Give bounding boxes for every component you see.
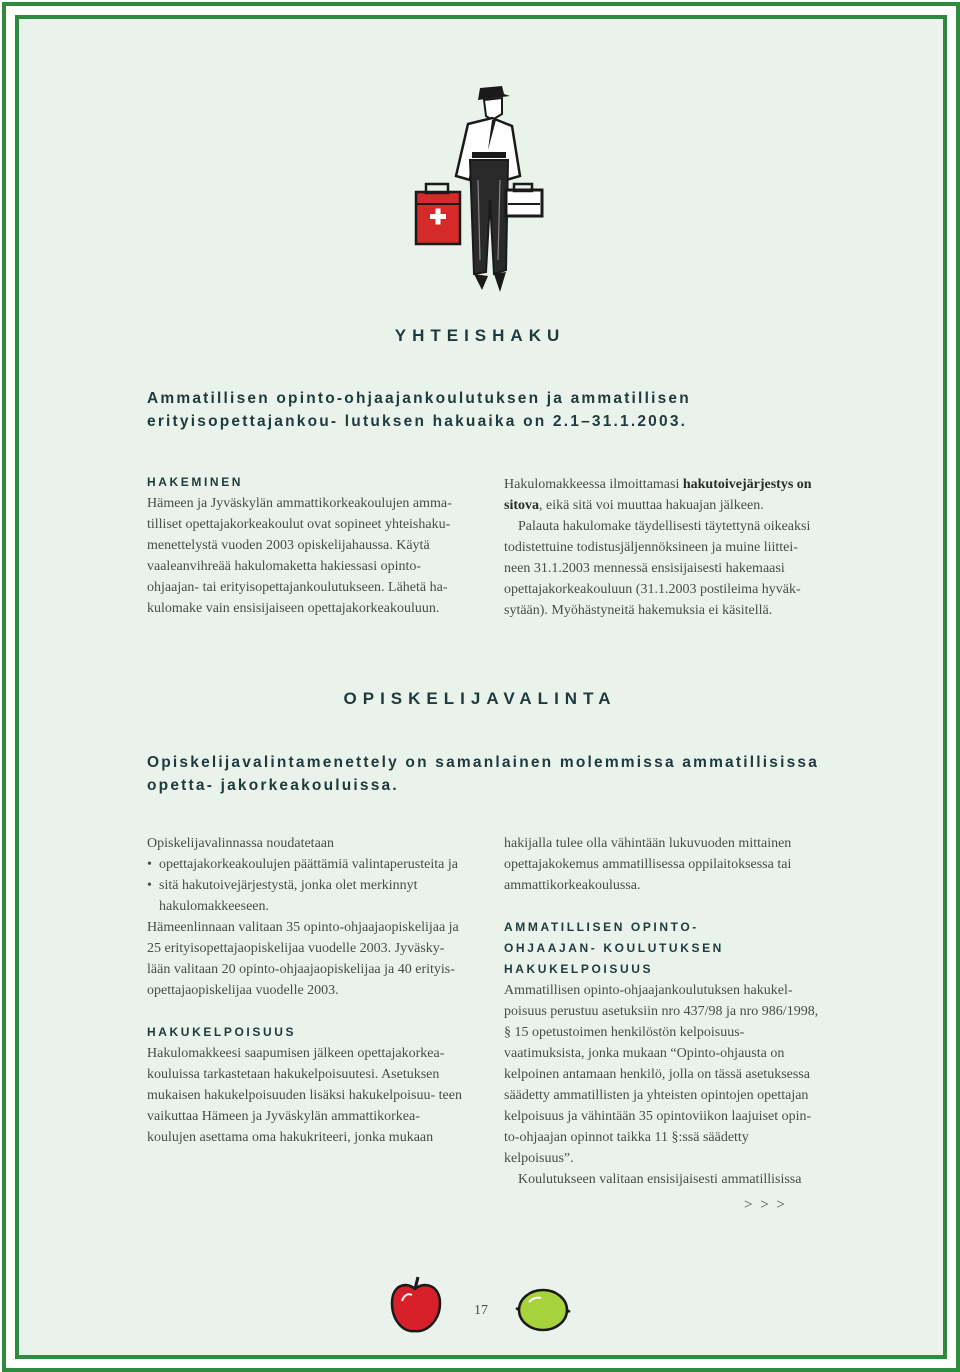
- list-item-text: opettajakorkeakoulujen päättämiä valintaperusteita ja: [159, 857, 458, 872]
- section-hakeminen: [147, 472, 467, 619]
- paragraph-palauta: Palauta hakulomake täydellisesti täytettynä oikeaksi todistettuine todistusjäljennöksineen ja muine liittei- neen 31.1.2003 mennessä ensisijaisesti hakemaasi opettajakorkeakouluun (31.1.2003 postileima hyväk- sytään). Myöhästyneitä hakemuksia ei käsitellä.: [504, 519, 811, 618]
- text-hakutoive-pre: Hakulomakkeessa ilmoittamasi: [504, 477, 683, 492]
- title-yhteishaku: YHTEISHAKU: [394, 326, 566, 345]
- paragraph-hakutoive: [504, 474, 819, 516]
- paragraph-hakijalla: hakijalla tulee olla vähintään lukuvuoden mittainen opettajakokemus ammatillisessa oppilaitoksessa tai ammattikorkeakoulussa.: [504, 836, 792, 893]
- paragraph-koulutukseen: Koulutukseen valitaan ensisijaisesti ammatillisissa: [518, 1172, 802, 1187]
- section-valinta-right: [504, 833, 819, 1190]
- text-ammatillisen-hakukelpoisuus: Ammatillisen opinto-ohjaajankoulutuksen hakukel- poisuus perustuu asetuksiin nro 437/98 ja nro 986/1998, § 15 opetustoimen henkilöstön kelpoisuus- vaatimuksista, jonka mukaan “Opinto-ohjausta on kelpoinen antamaan henkilö, jolla on tässä asetuksessa säädetty ammatillisten ja yhteisten opintojen opettajan kelpoisuus ja vähintään 35 opintoviikon laajuiset opin- to-ohjaajan opinnot taikka 11 §:ssä säädetty kelpoisuus”.: [504, 983, 819, 1166]
- illustration-traveler-with-first-aid-case: [410, 80, 560, 305]
- bullet-icon: •: [147, 857, 152, 872]
- list-item-text: sitä hakutoivejärjestystä, jonka olet merkinnyt hakulomakkeeseen.: [159, 878, 418, 914]
- heading-hakukelpoisuus: HAKUKELPOISUUS: [147, 1025, 297, 1039]
- lead-opiskelijavalinta: Opiskelijavalintamenettely on samanlainen molemmissa ammatillisissa opetta- jakorkeakouluissa.: [147, 754, 820, 794]
- continue-marker: > > >: [744, 1197, 787, 1213]
- intro-lead: Ammatillisen opinto-ohjaajankoulutuksen ja ammatillisen erityisopettajankou- lutuksen hakuaika on 2.1–31.1.2003.: [147, 390, 691, 430]
- text-hakutoive-post: , eikä sitä voi muuttaa hakuajan jälkeen.: [539, 498, 764, 513]
- section-hakutoive: [504, 474, 819, 621]
- heading-ammatillisen-hakukelpoisuus: AMMATILLISEN OPINTO-OHJAAJAN- KOULUTUKSEN HAKUKELPOISUUS: [504, 920, 724, 976]
- text-hakukelpoisuus: Hakulomakkeesi saapumisen jälkeen opettajakorkea- kouluissa tarkastetaan hakukelpoisuutesi. Asetuksen mukaisen hakukelpoisuuden lisäksi hakukelpoisuu- teen vaikuttaa Hämeen ja Jyväskylän ammattikorkea- koulujen asettama oma hakukriteeri, jonka mukaan: [147, 1046, 462, 1145]
- text-hakeminen: Hämeen ja Jyväskylän ammattikorkeakoulujen amma- tilliset opettajakorkeakoulut ovat sopineet yhteishaku- menettelystä vuoden 2003 opiskelijahaussa. Käytä vaaleanvihreää hakulomaketta hakiessasi opinto- ohjaajan- tai erityisopettajankoulutukseen. Lähetä ha- kulomake vain ensisijaiseen opettajakorkeakouluun.: [147, 496, 452, 616]
- apple-icon: [388, 1275, 444, 1337]
- page-number: 17: [474, 1303, 488, 1318]
- paragraph-noudatetaan: Opiskelijavalinnassa noudatetaan: [147, 836, 334, 851]
- list-item: [147, 875, 465, 917]
- heading-opiskelijavalinta: OPISKELIJAVALINTA: [343, 689, 617, 708]
- bullet-icon: •: [147, 878, 152, 893]
- section-valinta-left: [147, 833, 465, 1148]
- paragraph-valitaan: Hämeenlinnaan valitaan 35 opinto-ohjaajaopiskelijaa ja 25 erityisopettajaopiskelijaa vuodelle 2003. Jyväsky- lään valitaan 20 opinto-ohjaajaopiskelijaa ja 40 erityis- opettajaopiskelijaa vuodelle 2003.: [147, 920, 459, 998]
- list-item: [147, 854, 465, 875]
- text-hakutoive-bold: hakutoivejärjestys on sitova: [504, 477, 812, 513]
- lime-icon: [515, 1286, 571, 1334]
- heading-hakeminen: HAKEMINEN: [147, 475, 244, 489]
